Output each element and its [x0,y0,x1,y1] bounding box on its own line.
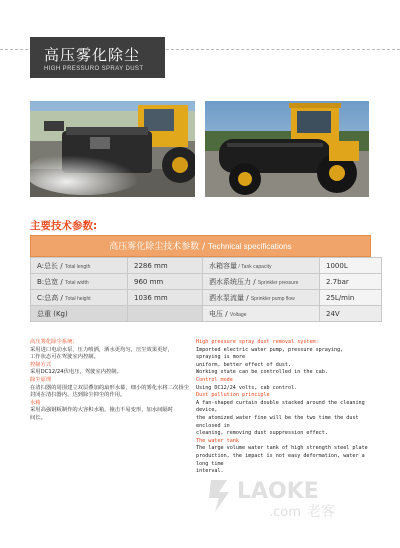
description-cn [30,339,190,423]
description-line: A fan-shaped curtain double stacked around the cleaning device, [196,399,365,414]
description-line: Using DC12/24 volts, cab control. [196,384,298,391]
description-heading: 除尘原理 [30,376,52,383]
table-row [31,306,382,322]
spec-table-title-cn: 高压雾化除尘技术参数 / [109,242,206,252]
spec-table-title-en: Technical specifications [208,242,292,251]
spec-param-value: 2.7bar [320,274,382,290]
description-line: production, the impact is not easy deformation, water a long time [196,452,365,467]
spec-param: 洒水系统压力 / Sprinkler pressure [203,274,320,290]
description-line: Working state can be controlled in the cab. [196,369,328,376]
description-heading: The water tank [196,437,239,444]
spec-label: B:总宽 / Total width [31,274,128,290]
description-heading: 控制方式 [30,361,52,368]
photo-loader-water-tank [205,101,369,197]
page-subtitle: HIGH PRESSURO SPRAY DUST [44,66,144,72]
spec-value: 960 mm [128,274,203,290]
page-title: 高压雾化除尘 [44,46,141,64]
spec-label: A:总长 / Total length [31,258,128,274]
spec-param-value: 24V [320,306,382,322]
table-row [31,290,382,306]
description-heading: High pressure spray dust removal system: [196,339,319,345]
spec-table-body [30,257,382,322]
spec-value: 2286 mm [128,258,203,274]
spec-value: 1036 mm [128,290,203,306]
spec-param-value: 1000L [320,258,382,274]
spec-table-header [30,235,371,257]
description-line: cleaning, removing dust suppression effect. [196,430,328,437]
description-heading: Control mode [196,376,233,383]
watermark-domain: .com [269,505,301,520]
spec-label: C:总高 / Total height [31,290,128,306]
watermark-cn: 老客 [307,504,335,520]
spec-param: 洒水泵流量 / Sprinkler pump flow [203,290,320,306]
description-line: 采用高强钢板制作的大容积水箱，撞击不易变形，加水间隔时 [30,407,174,414]
description-line: 采用进口电动水泵，压力喷洒，洒水更均匀，压尘效果更好， [30,346,174,353]
description-line: uniform, better effect of dust. [196,361,292,368]
watermark-brand: LAOKE [237,479,319,504]
table-row [31,258,382,274]
section-title: 主要技术参数: [30,220,98,232]
spec-param: 水箱容量 / Tank capacity [203,258,320,274]
description-line: The large volume water tank of high strength steel plate [196,445,368,452]
spec-param: 电压 / Voltage [203,306,320,322]
spec-table [30,235,371,322]
table-row [31,274,382,290]
description-line: 封闭在清扫器内，达到除尘抑尘的作用。 [30,392,126,399]
watermark-logo [205,470,375,520]
description-en [196,339,368,476]
description-heading: Dust pollution principle [196,392,270,399]
description-line: the atomized water fine will be the two time the dust enclosed in [196,414,359,429]
description-line: interval. [196,468,224,475]
description-line: 采用DC12/24伏电压，驾驶室内控制。 [30,369,122,376]
spec-value [128,306,203,322]
description-line: 间长。 [30,414,46,421]
photo-sweeper-spraying [30,101,195,197]
description-line: 在清扫器的周围建立双层叠加的扇形水幕，细小的雾化水将二次扬尘 [30,384,189,391]
description-line: Imported electric water pump, pressure spraying, spraying is more [196,346,344,361]
description-heading: 高压雾化除尘系统: [30,339,75,345]
description-heading: 水箱 [30,399,41,406]
spec-label: 总重 (Kg) [31,306,128,322]
description-line: 工作状态可在驾驶室内控制。 [30,354,99,361]
spec-param-value: 25L/min [320,290,382,306]
